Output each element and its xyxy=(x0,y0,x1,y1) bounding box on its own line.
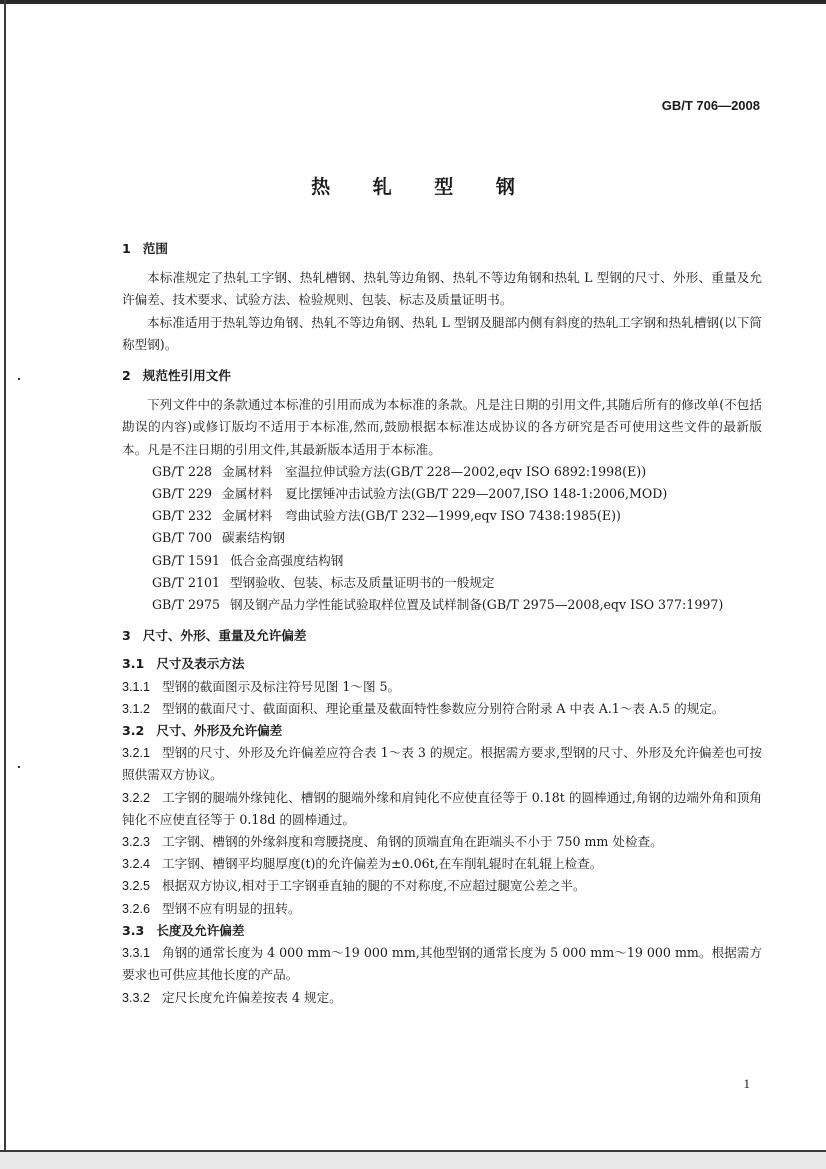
reference-item: GB/T 232 金属材料 弯曲试验方法(GB/T 232—1999,eqv ISO 7438:1985(E)) xyxy=(152,508,621,524)
paragraph: 本标准适用于热轧等边角钢、热轧不等边角钢、热轧 L 型钢及腿部内侧有斜度的热轧工字钢和热轧槽钢(以下简称型钢)。 xyxy=(122,314,762,352)
reference-item: GB/T 2101 型钢验收、包装、标志及质量证明书的一般规定 xyxy=(152,574,495,590)
standard-code: GB/T 706—2008 xyxy=(661,98,760,113)
clause: 3.1.2 型钢的截面尺寸、截面面积、理论重量及截面特性参数应分别符合附录 A 中表 A.1～表 A.5 的规定。 xyxy=(122,700,725,716)
clause: 3.2.2 工字钢的腿端外缘钝化、槽钢的腿端外缘和肩钝化不应使直径等于 0.18t 的圆棒通过,角钢的边端外角和顶角钝化不应使直径等于 0.18d 的圆棒通过。 xyxy=(122,789,762,827)
clause: 3.1.1 型钢的截面图示及标注符号见图 1～图 5。 xyxy=(122,678,401,694)
clause: 3.3.1 角钢的通常长度为 4 000 mm～19 000 mm,其他型钢的通常长度为 5 000 mm～19 000 mm。根据需方要求也可供应其他长度的产品。 xyxy=(122,945,762,983)
reference-item: GB/T 700 碳素结构钢 xyxy=(152,530,285,546)
clause: 3.2.1 型钢的尺寸、外形及允许偏差应符合表 1～表 3 的规定。根据需方要求,型钢的尺寸、外形及允许偏差也可按照供需双方协议。 xyxy=(122,745,762,783)
page-number: 1 xyxy=(743,1076,750,1091)
scan-edge-top xyxy=(0,0,826,4)
clause: 3.2.3 工字钢、槽钢的外缘斜度和弯腰挠度、角钢的顶端直角在距端头不小于 750 mm 处检查。 xyxy=(122,834,663,850)
clause: 3.2.4 工字钢、槽钢平均腿厚度(t)的允许偏差为±0.06t,在车削轧辊时在轧辊上检查。 xyxy=(122,856,603,872)
section-heading: 2 规范性引用文件 xyxy=(122,368,231,384)
reference-item: GB/T 228 金属材料 室温拉伸试验方法(GB/T 228—2002,eqv ISO 6892:1998(E)) xyxy=(152,463,647,479)
binding-hole-mark xyxy=(18,766,20,768)
subsection-heading: 3.3 长度及允许偏差 xyxy=(122,922,245,938)
reference-item: GB/T 2975 钢及钢产品力学性能试验取样位置及试样制备(GB/T 2975—2008,eqv ISO 377:1997) xyxy=(152,597,724,613)
clause: 3.2.6 型钢不应有明显的扭转。 xyxy=(122,900,301,916)
clause: 3.3.2 定尺长度允许偏差按表 4 规定。 xyxy=(122,989,342,1005)
subsection-heading: 3.2 尺寸、外形及允许偏差 xyxy=(122,723,283,739)
section-heading: 1 范围 xyxy=(122,241,168,256)
paragraph: 下列文件中的条款通过本标准的引用而成为本标准的条款。凡是注日期的引用文件,其随后所有的修改单(不包括勘误的内容)或修订版均不适用于本标准,然而,鼓励根据本标准达成协议的各方研究是否可使用这些文件的最新版本。凡是不注日期的引用文件,其最新版本适用于本标准。 xyxy=(122,397,762,457)
reference-item: GB/T 1591 低合金高强度结构钢 xyxy=(152,552,344,568)
paragraph: 本标准规定了热轧工字钢、热轧槽钢、热轧等边角钢、热轧不等边角钢和热轧 L 型钢的尺寸、外形、重量及允许偏差、技术要求、试验方法、检验规则、包装、标志及质量证明书。 xyxy=(122,270,762,308)
subsection-heading: 3.1 尺寸及表示方法 xyxy=(122,656,245,672)
clause: 3.2.5 根据双方协议,相对于工字钢垂直轴的腿的不对称度,不应超过腿宽公差之半。 xyxy=(122,878,586,894)
scan-bottom-strip xyxy=(0,1152,826,1169)
reference-item: GB/T 229 金属材料 夏比摆锤冲击试验方法(GB/T 229—2007,ISO 148-1:2006,MOD) xyxy=(152,486,668,502)
binding-hole-mark xyxy=(18,378,20,380)
section-heading: 3 尺寸、外形、重量及允许偏差 xyxy=(122,628,307,644)
document-title: 热 轧 型 钢 xyxy=(311,176,533,198)
document-body xyxy=(122,238,762,1009)
